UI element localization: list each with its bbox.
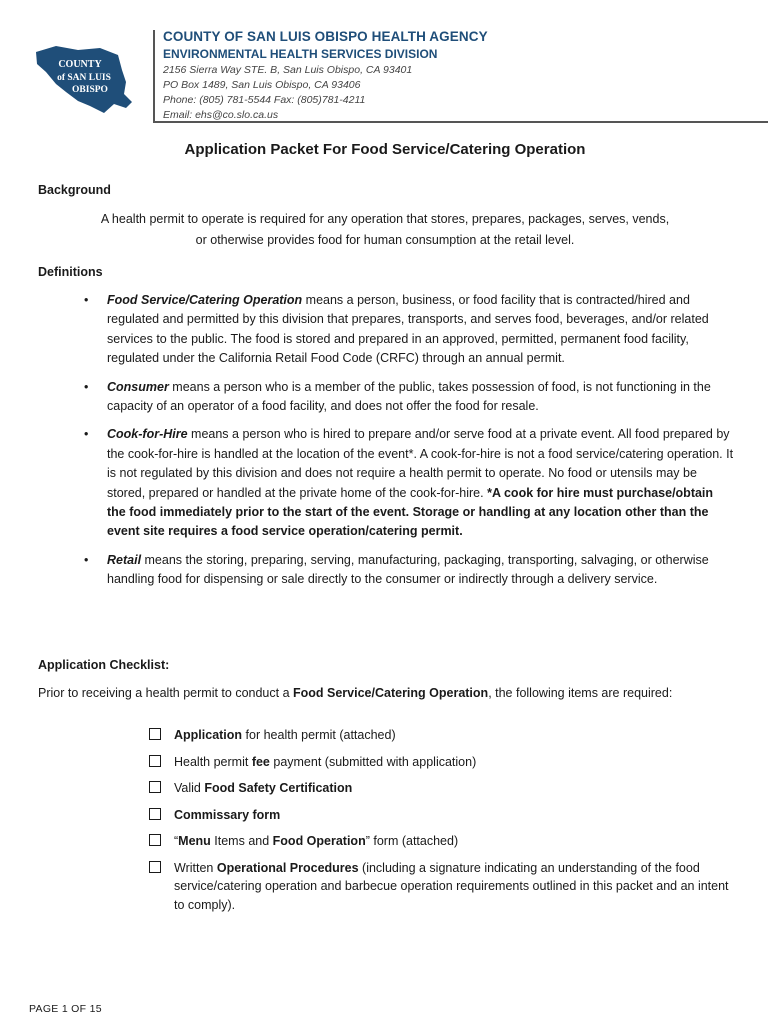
po-box-address: PO Box 1489, San Luis Obispo, CA 93406 xyxy=(163,79,361,91)
definition-item xyxy=(84,291,734,369)
checklist-intro xyxy=(38,683,698,703)
page-title: Application Packet For Food Service/Catering Operation xyxy=(184,141,586,158)
checklist-item xyxy=(147,806,737,825)
checklist-heading: Application Checklist: xyxy=(38,658,170,672)
email-address: Email: ehs@co.slo.ca.us xyxy=(163,109,279,121)
definitions-list xyxy=(84,291,734,599)
background-line-1: A health permit to operate is required for any operation that stores, prepares, packages, serves, vends, xyxy=(100,212,670,226)
intro-text-bold: Food Service/Catering Operation xyxy=(293,686,489,700)
item-bold: Menu xyxy=(178,834,211,848)
street-address: 2156 Sierra Way STE. B, San Luis Obispo, CA 93401 xyxy=(163,64,413,76)
item-text: Written xyxy=(174,860,217,875)
definition-text: means a person who is hired to prepare and/or serve food at a private event. All food prepared by the cook-for-hire is handled at the location of the event*. A cook-for-hire is not a food service/catering operation. It is not regulated by this division and does not require a health permit to operate. No food or utensils may be stored, prepared or handled at the private home of the cook-for-hire. xyxy=(107,427,734,500)
item-text: “ xyxy=(174,834,179,848)
checklist-item xyxy=(147,859,737,915)
definition-item xyxy=(84,378,734,417)
definition-bold-note: *A cook for hire must purchase/obtain the food immediately prior to the start of the event. Storage or handling at any location other than the event site requires a food service operation/catering permit. xyxy=(107,485,714,539)
bullet-icon: • xyxy=(84,552,89,567)
definition-text: means a person, business, or food facility that is contracted/hired and regulated and permitted by this division that prepares, transports, and serves food, beverages, and/or related services to the public. The food is stored and prepared in an approved, permitted, permanent food facility, regulated under the California Retail Food Code (CRFC) through an annual permit. xyxy=(107,293,709,366)
definition-term: Consumer xyxy=(107,379,169,394)
definition-text: means a person who is a member of the public, takes possession of food, is not functioning in the capacity of an operator of a food facility, and does not offer the food for resale. xyxy=(107,379,711,414)
checkbox[interactable] xyxy=(149,728,161,740)
bullet-icon: • xyxy=(84,427,89,442)
checkbox[interactable] xyxy=(149,861,161,873)
checkbox[interactable] xyxy=(149,808,161,820)
background-line-2: or otherwise provides food for human consumption at the retail level. xyxy=(195,233,575,247)
checklist-item xyxy=(147,726,737,745)
definition-term: Cook-for-Hire xyxy=(107,427,188,442)
header-divider xyxy=(153,30,155,122)
checkbox[interactable] xyxy=(149,755,161,767)
page-number: PAGE 1 OF 15 xyxy=(29,1003,102,1015)
item-text: for health permit (attached) xyxy=(242,728,396,742)
item-bold: Application xyxy=(174,728,243,742)
intro-text-before: Prior to receiving a health permit to conduct a xyxy=(38,686,293,700)
item-bold: Operational Procedures xyxy=(216,860,359,875)
checkbox[interactable] xyxy=(149,781,161,793)
item-text: (including a signature indicating an understanding of the food service/catering operation and barbecue operation requirements outlined in this packet and an intent to comply). xyxy=(174,860,729,912)
division-name: ENVIRONMENTAL HEALTH SERVICES DIVISION xyxy=(163,47,438,61)
item-bold: Food Operation xyxy=(272,834,366,848)
item-text: Items and xyxy=(210,834,273,848)
phone-fax: Phone: (805) 781-5544 Fax: (805)781-4211 xyxy=(163,94,366,106)
checkbox[interactable] xyxy=(149,834,161,846)
agency-name: COUNTY OF SAN LUIS OBISPO HEALTH AGENCY xyxy=(163,29,488,44)
item-text: Health permit xyxy=(174,754,252,769)
item-text: ” form (attached) xyxy=(365,834,459,848)
checklist-item xyxy=(147,753,737,772)
logo-text-obispo: OBISPO xyxy=(72,85,108,95)
definition-term: Retail xyxy=(107,552,142,567)
bullet-icon: • xyxy=(84,293,89,307)
logo-text-county: COUNTY xyxy=(58,59,102,70)
checklist-item xyxy=(147,779,737,798)
definition-text: means the storing, preparing, serving, manufacturing, packaging, transporting, salvaging, or otherwise handling food for dispensing or sale directly to the consumer or indirectly through a delivery service. xyxy=(107,552,709,587)
background-text xyxy=(60,209,710,251)
checklist xyxy=(147,726,737,922)
item-text: Valid xyxy=(174,781,205,795)
definition-item xyxy=(84,425,734,541)
item-bold: Commissary form xyxy=(174,807,281,822)
item-bold: Food Safety Certification xyxy=(204,781,353,795)
definitions-heading: Definitions xyxy=(38,265,103,279)
letterhead xyxy=(163,28,763,123)
background-heading: Background xyxy=(38,183,111,197)
definition-term: Food Service/Catering Operation xyxy=(107,293,303,307)
intro-text-after: , the following items are required: xyxy=(488,686,673,700)
bullet-icon: • xyxy=(84,379,89,394)
item-text: payment (submitted with application) xyxy=(269,754,477,769)
definition-item xyxy=(84,551,734,590)
logo-text-sanluis: of SAN LUIS xyxy=(57,73,111,83)
item-bold: fee xyxy=(251,754,270,769)
checklist-item xyxy=(147,832,737,851)
county-logo xyxy=(34,44,154,120)
